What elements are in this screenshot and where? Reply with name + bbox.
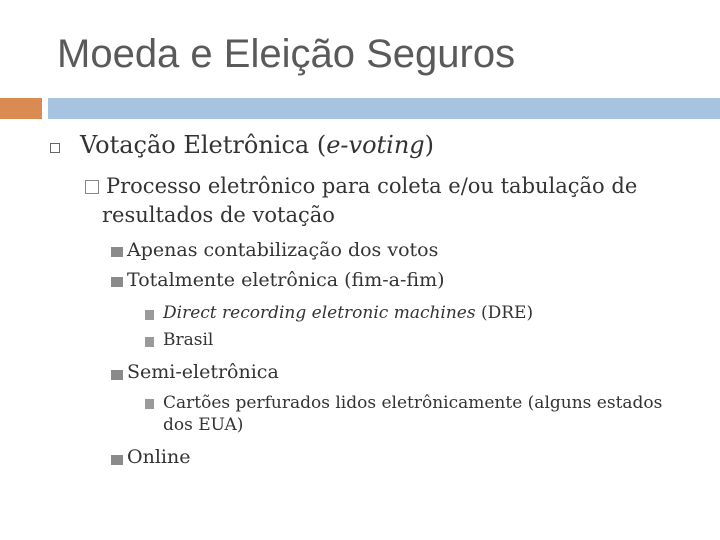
filled-square-bullet-icon bbox=[111, 247, 123, 257]
item-totalmente: Totalmente eletrônica (fim-a-fim) bbox=[127, 269, 445, 291]
filled-square-bullet-icon bbox=[145, 399, 154, 409]
item-cartoes bbox=[163, 392, 683, 436]
item-dre bbox=[163, 303, 533, 323]
level1-square-bullet-icon bbox=[50, 143, 60, 153]
item-dre-rest: (DRE) bbox=[475, 303, 534, 323]
item-cartoes-line1: Cartões perfurados lidos eletrônicamente (alguns estados bbox=[163, 393, 663, 413]
level2-bullet-text bbox=[104, 172, 704, 230]
level2-line1: Processo eletrônico para coleta e/ou tabulação de bbox=[106, 174, 638, 198]
level2-checkbox-bullet-icon bbox=[85, 180, 99, 194]
item-online: Online bbox=[127, 446, 191, 468]
item-cartoes-line2: dos EUA) bbox=[163, 415, 244, 435]
item-apenas: Apenas contabilização dos votos bbox=[127, 239, 439, 261]
title-underline-bar bbox=[48, 98, 720, 119]
filled-square-bullet-icon bbox=[145, 310, 154, 320]
level1-bullet-text bbox=[80, 131, 434, 159]
item-dre-italic: Direct recording eletronic machines bbox=[163, 303, 476, 323]
item-semi: Semi-eletrônica bbox=[127, 361, 279, 383]
level1-text-end: ) bbox=[424, 131, 435, 159]
level2-line2: resultados de votação bbox=[102, 203, 335, 227]
item-brasil: Brasil bbox=[163, 330, 214, 350]
filled-square-bullet-icon bbox=[111, 455, 123, 465]
title-accent-bar bbox=[0, 98, 42, 119]
level1-text-italic: e-voting bbox=[326, 131, 425, 159]
filled-square-bullet-icon bbox=[145, 337, 154, 347]
filled-square-bullet-icon bbox=[111, 370, 123, 380]
filled-square-bullet-icon bbox=[111, 277, 123, 287]
slide-title: Moeda e Eleição Seguros bbox=[57, 32, 516, 76]
level1-text-plain: Votação Eletrônica ( bbox=[80, 131, 327, 159]
